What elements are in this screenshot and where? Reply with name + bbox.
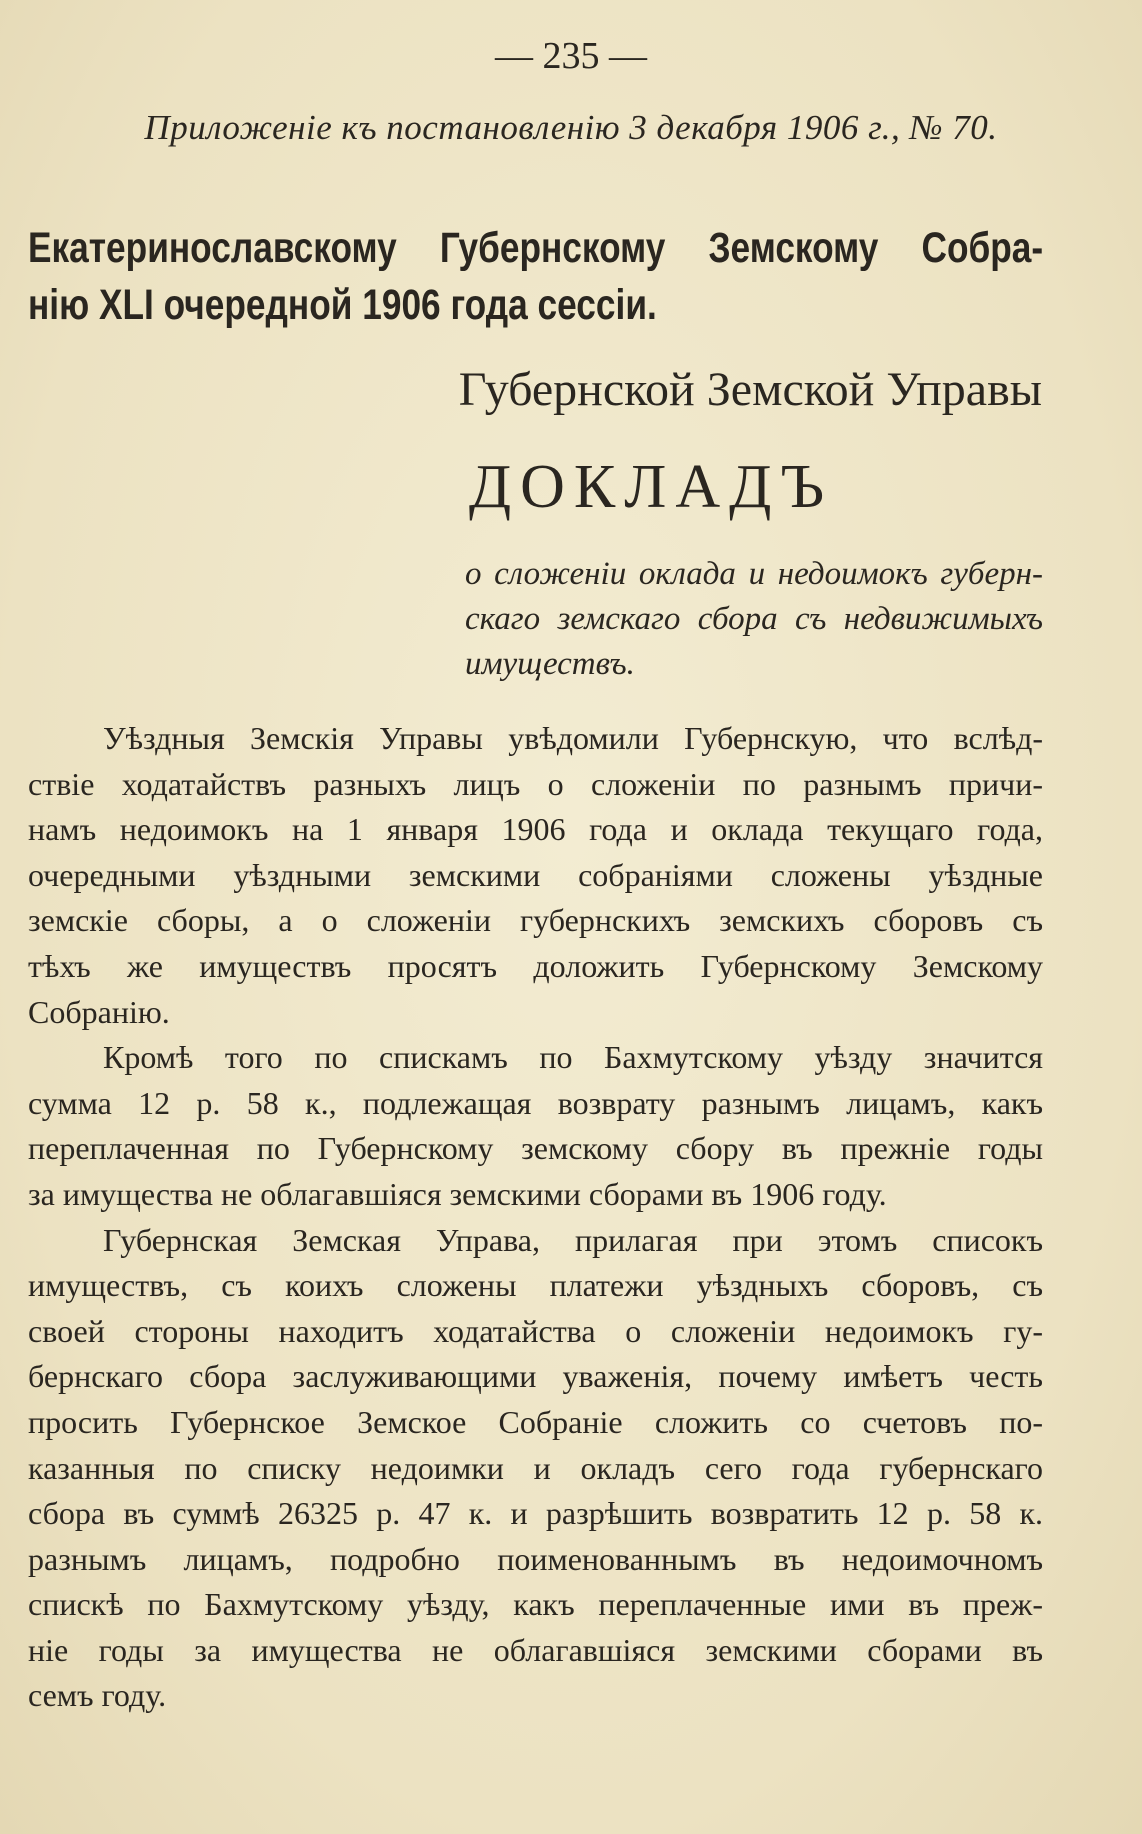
body-line: бернскаго сбора заслуживающими уваженія, почему имѣетъ честь: [28, 1358, 1043, 1395]
heading-line: Екатеринославскому Губернскому Земскому Собра-: [28, 224, 1044, 272]
body-line: сбора въ суммѣ 26325 р. 47 к. и разрѣшить возвратить 12 р. 58 к.: [28, 1495, 1043, 1532]
body-line: тѣхъ же имуществъ просятъ доложить Губернскому Земскому: [28, 947, 1043, 984]
board-title: Губернской Земской Управы: [458, 363, 1042, 416]
body-line: за имущества не облагавшіяся земскими сборами въ 1906 году.: [28, 1175, 887, 1212]
body-line: Губернская Земская Управа, прилагая при этомъ списокъ: [103, 1221, 1043, 1258]
subject-line: скаго земскаго сбора съ недвижимыхъ: [465, 601, 1043, 637]
report-subject: [465, 552, 1043, 687]
body-line: земскіе сборы, а о сложеніи губернскихъ земскихъ сборовъ съ: [28, 902, 1043, 939]
document-heading: [28, 220, 1043, 334]
paragraph-3: [28, 1218, 1043, 1720]
body-line: переплаченная по Губернскому земскому сбору въ прежніе годы: [28, 1130, 1043, 1167]
body-line: разнымъ лицамъ, подробно поименованнымъ въ недоимочномъ: [28, 1540, 1043, 1577]
heading-line: нію XLI очередной 1906 года сессіи.: [28, 281, 657, 329]
body-line: ніе годы за имущества не облагавшіяся земскими сборами въ: [28, 1631, 1043, 1668]
body-line: своей стороны находитъ ходатайства о сложеніи недоимокъ гу-: [28, 1312, 1043, 1349]
body-line: Собранію.: [28, 993, 170, 1030]
paragraph-2: [28, 1035, 1043, 1217]
body-line: намъ недоимокъ на 1 января 1906 года и оклада текущаго года,: [28, 811, 1043, 848]
body-line: сумма 12 р. 58 к., подлежащая возврату разнымъ лицамъ, какъ: [28, 1084, 1043, 1121]
appendix-note: Приложеніе къ постановленію 3 декабря 1906 г., № 70.: [144, 108, 998, 147]
subject-line: о сложеніи оклада и недоимокъ губерн-: [465, 556, 1043, 592]
body-line: спискѣ по Бахмутскому уѣзду, какъ переплаченные ими въ преж-: [28, 1586, 1043, 1623]
body-line: Уѣздныя Земскія Управы увѣдомили Губернскую, что вслѣд-: [103, 720, 1043, 756]
body-line: семъ году.: [28, 1677, 167, 1714]
body-line: казанныя по списку недоимки и окладъ сего года губернскаго: [28, 1449, 1043, 1486]
body-line: ствіе ходатайствъ разныхъ лицъ о сложеніи по разнымъ причи-: [28, 765, 1043, 802]
subject-line: имуществъ.: [465, 646, 635, 682]
body-line: Кромѣ того по спискамъ по Бахмутскому уѣзду значится: [103, 1039, 1043, 1076]
body-line: просить Губернское Земское Собраніе сложить со счетовъ по-: [28, 1403, 1043, 1440]
report-title: ДОКЛАДЪ: [468, 453, 834, 521]
paragraph-1: [28, 716, 1043, 1035]
page-number: — 235 —: [495, 35, 647, 77]
body-line: очередными уѣздными земскими собраніями сложены уѣздные: [28, 856, 1043, 893]
body-line: имуществъ, съ коихъ сложены платежи уѣздныхъ сборовъ, съ: [28, 1267, 1043, 1304]
report-body: [28, 716, 1043, 1719]
